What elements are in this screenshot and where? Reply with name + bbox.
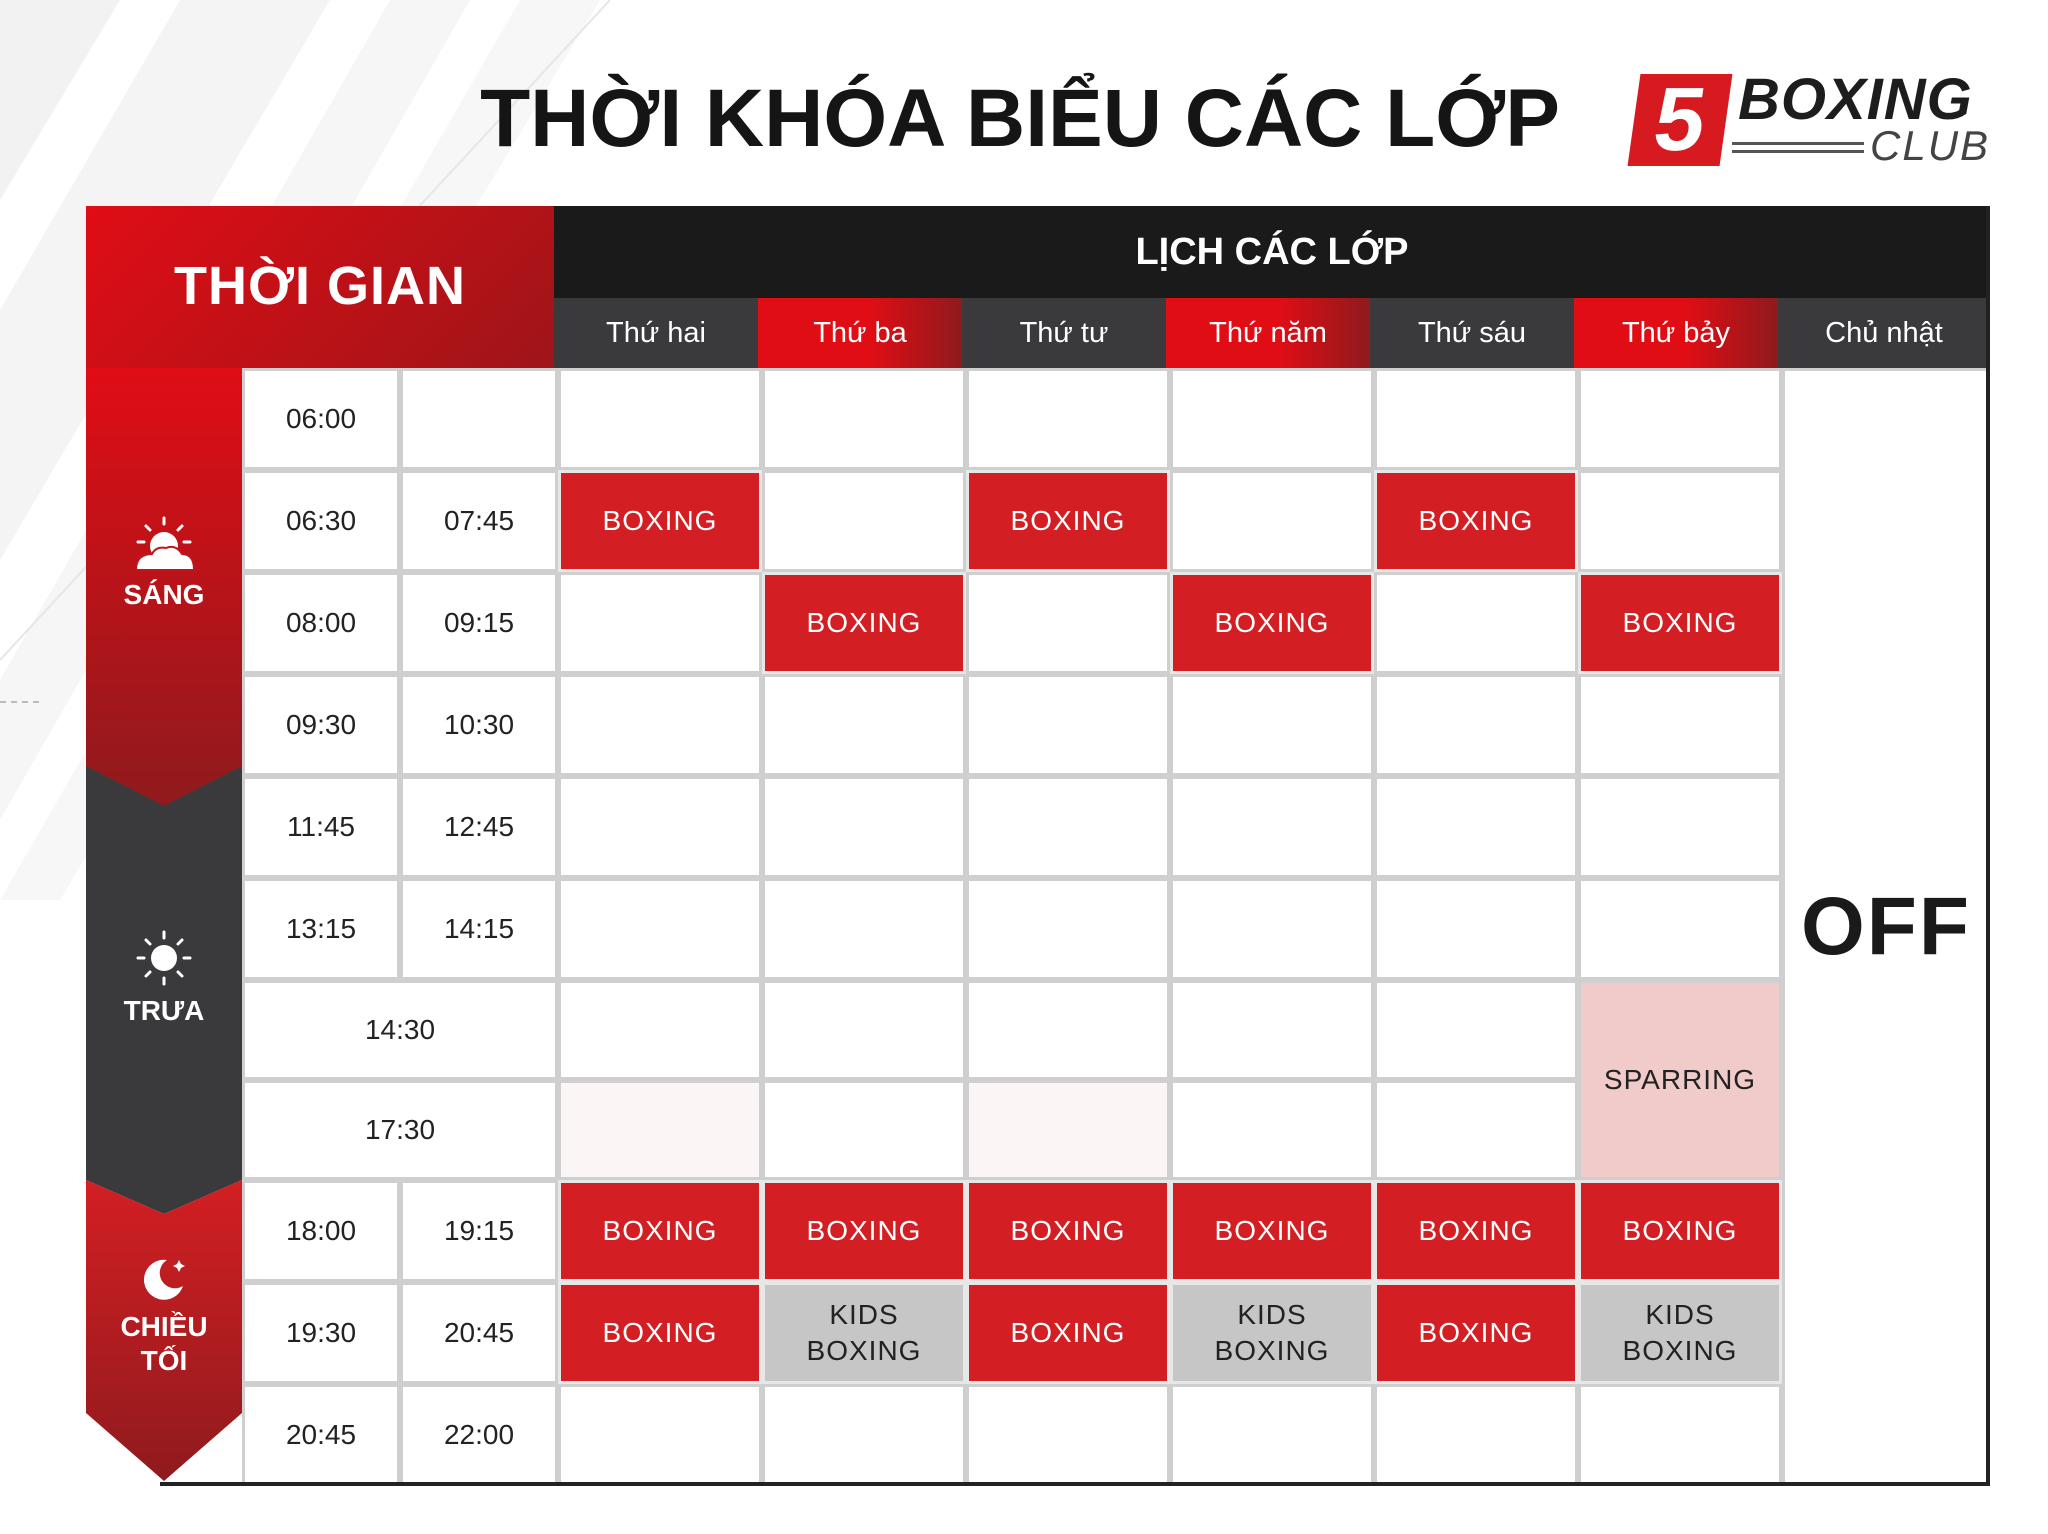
class-cell <box>1578 878 1782 980</box>
kids-boxing-label: BOXING <box>1622 1335 1738 1366</box>
class-cell-boxing: BOXING <box>966 470 1170 572</box>
time-start-row-4: 09:30 <box>242 674 400 776</box>
class-cell <box>1170 1384 1374 1486</box>
class-cell <box>762 776 966 878</box>
class-cell <box>1170 980 1374 1080</box>
class-cell <box>762 368 966 470</box>
period-morning-label: SÁNG <box>123 579 205 610</box>
class-cell-boxing: BOXING <box>558 1282 762 1384</box>
class-cell-boxing: BOXING <box>762 572 966 674</box>
class-cell <box>966 980 1170 1080</box>
time-start-row-10: 19:30 <box>242 1282 400 1384</box>
sun-icon <box>134 928 194 988</box>
class-cell <box>762 1080 966 1180</box>
class-cell-boxing: BOXING <box>1374 470 1578 572</box>
day-header-mon: Thứ hai <box>554 298 758 368</box>
schedule-grid <box>86 368 1990 1486</box>
class-cell-kids-boxing <box>1578 1282 1782 1384</box>
class-cell-kids-boxing <box>762 1282 966 1384</box>
page-title: THỜI KHÓA BIỂU CÁC LỚP <box>480 73 1560 164</box>
class-cell <box>762 980 966 1080</box>
day-header-tue: Thứ ba <box>758 298 962 368</box>
class-cell <box>1374 1080 1578 1180</box>
time-end-row-4: 10:30 <box>400 674 558 776</box>
class-cell <box>558 1080 762 1180</box>
schedule-table <box>86 206 1990 1486</box>
class-cell <box>1578 1384 1782 1486</box>
class-cell-boxing: BOXING <box>1374 1180 1578 1282</box>
class-cell <box>558 1384 762 1486</box>
class-cell-kids-boxing <box>1170 1282 1374 1384</box>
period-morning <box>86 516 242 612</box>
time-end-row-2: 07:45 <box>400 470 558 572</box>
time-start-row-11: 20:45 <box>242 1384 400 1486</box>
class-cell <box>966 1080 1170 1180</box>
class-cell <box>1170 368 1374 470</box>
day-header-wed: Thứ tư <box>962 298 1166 368</box>
class-cell-boxing: BOXING <box>1578 1180 1782 1282</box>
logo-word: BOXING <box>1738 67 1973 132</box>
period-evening <box>86 1254 242 1378</box>
class-cell <box>1374 776 1578 878</box>
class-cell <box>762 674 966 776</box>
class-cell-boxing: BOXING <box>966 1180 1170 1282</box>
time-start-row-6: 13:15 <box>242 878 400 980</box>
table-bottom-border <box>160 1482 1990 1486</box>
class-cell <box>762 470 966 572</box>
class-cell-sparring: SPARRING <box>1578 980 1782 1180</box>
class-cell <box>1374 572 1578 674</box>
class-cell <box>558 572 762 674</box>
class-cell <box>1374 878 1578 980</box>
logo-lines <box>1732 142 1864 162</box>
class-cell <box>1170 674 1374 776</box>
time-start-row-9: 18:00 <box>242 1180 400 1282</box>
time-start-row-1: 06:00 <box>242 368 400 470</box>
kids-label: KIDS <box>829 1299 899 1330</box>
class-cell <box>966 674 1170 776</box>
time-end-row-9: 19:15 <box>400 1180 558 1282</box>
moon-icon <box>139 1254 189 1304</box>
day-header-thu: Thứ năm <box>1166 298 1370 368</box>
period-evening-label-1: CHIỀU <box>120 1311 208 1342</box>
time-start-row-2: 06:30 <box>242 470 400 572</box>
time-row-7: 14:30 <box>242 980 558 1080</box>
time-end-row-5: 12:45 <box>400 776 558 878</box>
class-cell <box>1578 470 1782 572</box>
class-cell <box>762 1384 966 1486</box>
time-end-row-3: 09:15 <box>400 572 558 674</box>
class-cell <box>1170 776 1374 878</box>
kids-label: KIDS <box>1645 1299 1715 1330</box>
day-header-sat: Thứ bảy <box>1574 298 1778 368</box>
class-cell <box>762 878 966 980</box>
class-cell <box>558 980 762 1080</box>
period-noon-label: TRƯA <box>123 995 205 1026</box>
logo-number: 5 <box>1628 74 1733 166</box>
class-cell <box>1578 776 1782 878</box>
time-header: THỜI GIAN <box>86 206 554 368</box>
class-cell <box>966 1384 1170 1486</box>
class-cell-boxing: BOXING <box>966 1282 1170 1384</box>
logo-club: CLUB <box>1870 122 1991 169</box>
class-cell <box>558 776 762 878</box>
club-logo <box>1634 68 1994 168</box>
sunrise-icon <box>130 516 198 572</box>
class-cell <box>558 878 762 980</box>
day-header-sun: Chủ nhật <box>1778 298 1990 368</box>
class-cell <box>966 878 1170 980</box>
class-cell <box>558 368 762 470</box>
time-end-row-10: 20:45 <box>400 1282 558 1384</box>
class-cell-boxing: BOXING <box>1374 1282 1578 1384</box>
class-cell <box>966 368 1170 470</box>
class-cell <box>966 776 1170 878</box>
class-cell <box>558 674 762 776</box>
class-cell <box>1170 470 1374 572</box>
period-evening-label-2: TỐI <box>140 1345 188 1376</box>
time-end-row-1 <box>400 368 558 470</box>
class-cell <box>1374 674 1578 776</box>
time-start-row-3: 08:00 <box>242 572 400 674</box>
time-end-row-6: 14:15 <box>400 878 558 980</box>
class-cell <box>1170 878 1374 980</box>
class-cell <box>1578 368 1782 470</box>
day-header-fri: Thứ sáu <box>1370 298 1574 368</box>
time-start-row-5: 11:45 <box>242 776 400 878</box>
table-right-border <box>1986 206 1990 1486</box>
class-cell <box>1374 980 1578 1080</box>
class-cell <box>1578 674 1782 776</box>
class-cell-boxing: BOXING <box>558 470 762 572</box>
class-cell <box>1374 1384 1578 1486</box>
kids-label: KIDS <box>1237 1299 1307 1330</box>
time-end-row-11: 22:00 <box>400 1384 558 1486</box>
time-row-8: 17:30 <box>242 1080 558 1180</box>
class-cell <box>1170 1080 1374 1180</box>
period-noon <box>86 928 242 1028</box>
class-cell <box>966 572 1170 674</box>
schedule-header: LỊCH CÁC LỚP <box>554 206 1990 298</box>
sunday-off-cell: OFF <box>1782 368 1990 1486</box>
class-cell-boxing: BOXING <box>1578 572 1782 674</box>
kids-boxing-label: BOXING <box>1214 1335 1330 1366</box>
class-cell <box>1374 368 1578 470</box>
class-cell-boxing: BOXING <box>1170 1180 1374 1282</box>
class-cell-boxing: BOXING <box>762 1180 966 1282</box>
class-cell-boxing: BOXING <box>1170 572 1374 674</box>
kids-boxing-label: BOXING <box>806 1335 922 1366</box>
class-cell-boxing: BOXING <box>558 1180 762 1282</box>
